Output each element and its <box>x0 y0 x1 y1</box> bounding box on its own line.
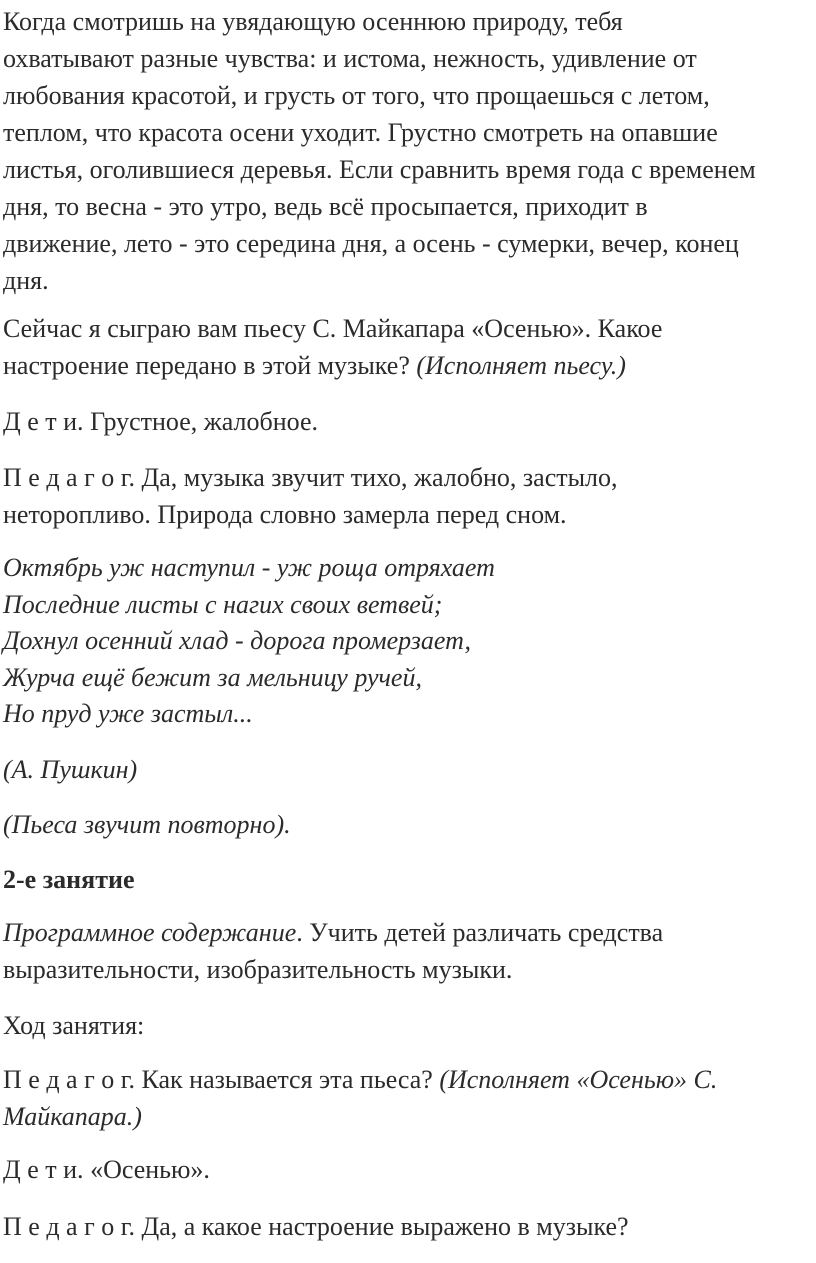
children-reply-1 <box>3 403 813 440</box>
intro-line: охватывают разные чувства: и истома, нежность, удивление от <box>3 44 697 73</box>
teacher-question-2 <box>3 1061 813 1135</box>
question-text: Как называется эта пьеса? <box>134 1065 440 1094</box>
stage-direction: (Исполняет пьесу.) <box>416 351 626 380</box>
reply-line: неторопливо. Природа словно замерла перед сном. <box>3 500 567 529</box>
lesson-course-label: Ход занятия: <box>3 1011 145 1040</box>
poem-line: Дохнул осенний хлад - дорога промерзает, <box>3 626 472 655</box>
paragraph-line: Сейчас я сыграю вам пьесу С. Майкапара «Осенью». Какое <box>3 314 663 343</box>
reply-text: Да, музыка звучит тихо, жалобно, застыло, <box>134 463 618 492</box>
intro-line: листья, оголившиеся деревья. Если сравнить время года с временем <box>3 155 756 184</box>
paragraph-line: выразительности, изобразительность музыки. <box>3 955 513 984</box>
paragraph-line <box>3 1061 813 1098</box>
poem-line: Журча ещё бежит за мельницу ручей, <box>3 662 422 692</box>
intro-line: любования красотой, и грусть от того, что прощаешься с летом, <box>3 81 710 110</box>
speaker-label: П е д а г о г. <box>3 463 135 492</box>
intro-line: дня. <box>3 266 49 295</box>
intro-line: движение, лето - это середина дня, а осень - сумерки, вечер, конец <box>3 229 739 258</box>
poem-author: (А. Пушкин) <box>3 755 138 784</box>
intro-line: теплом, что красота осени уходит. Грустно смотреть на опавшие <box>3 118 718 147</box>
paragraph-line <box>3 1208 813 1245</box>
teacher-question-3 <box>3 1208 813 1245</box>
speaker-label: Д е т и. <box>3 407 84 436</box>
program-text: . Учить детей различать средства <box>296 918 664 947</box>
teacher-question-paragraph <box>3 310 813 384</box>
speaker-label: П е д а г о г. <box>3 1212 135 1241</box>
intro-line: дня, то весна - это утро, ведь всё просыпается, приходит в <box>3 192 648 221</box>
poem-line: Последние листы с нагих своих ветвей; <box>3 589 443 619</box>
paragraph-line <box>3 914 813 951</box>
paragraph-text: настроение передано в этой музыке? <box>3 351 417 380</box>
lesson-heading: 2-е занятие <box>3 865 135 894</box>
poem <box>3 550 813 733</box>
reply-text: Грустное, жалобное. <box>83 407 318 436</box>
poem-line: Но пруд уже застыл... <box>3 699 253 728</box>
speaker-label: Д е т и. <box>3 1155 84 1184</box>
reply-line <box>3 403 813 440</box>
question-text: Да, а какое настроение выражено в музыке? <box>134 1212 629 1241</box>
paragraph-line <box>3 347 813 384</box>
intro-paragraph <box>3 3 813 299</box>
program-label: Программное содержание <box>3 918 297 947</box>
reply-text: «Осенью». <box>83 1155 210 1184</box>
program-content-paragraph <box>3 914 813 988</box>
stage-direction: Майкапара.) <box>3 1102 142 1131</box>
stage-direction: (Исполняет «Осенью» С. <box>439 1065 718 1094</box>
children-reply-2 <box>3 1151 813 1188</box>
intro-line: Когда смотришь на увядающую осеннюю природу, тебя <box>3 7 623 36</box>
teacher-reply-1 <box>3 459 813 533</box>
reply-line <box>3 459 813 496</box>
repeat-note: (Пьеса звучит повторно). <box>3 810 291 839</box>
reply-line <box>3 1151 813 1188</box>
speaker-label: П е д а г о г. <box>3 1065 135 1094</box>
poem-line: Октябрь уж наступил - уж роща отряхает <box>3 553 495 582</box>
